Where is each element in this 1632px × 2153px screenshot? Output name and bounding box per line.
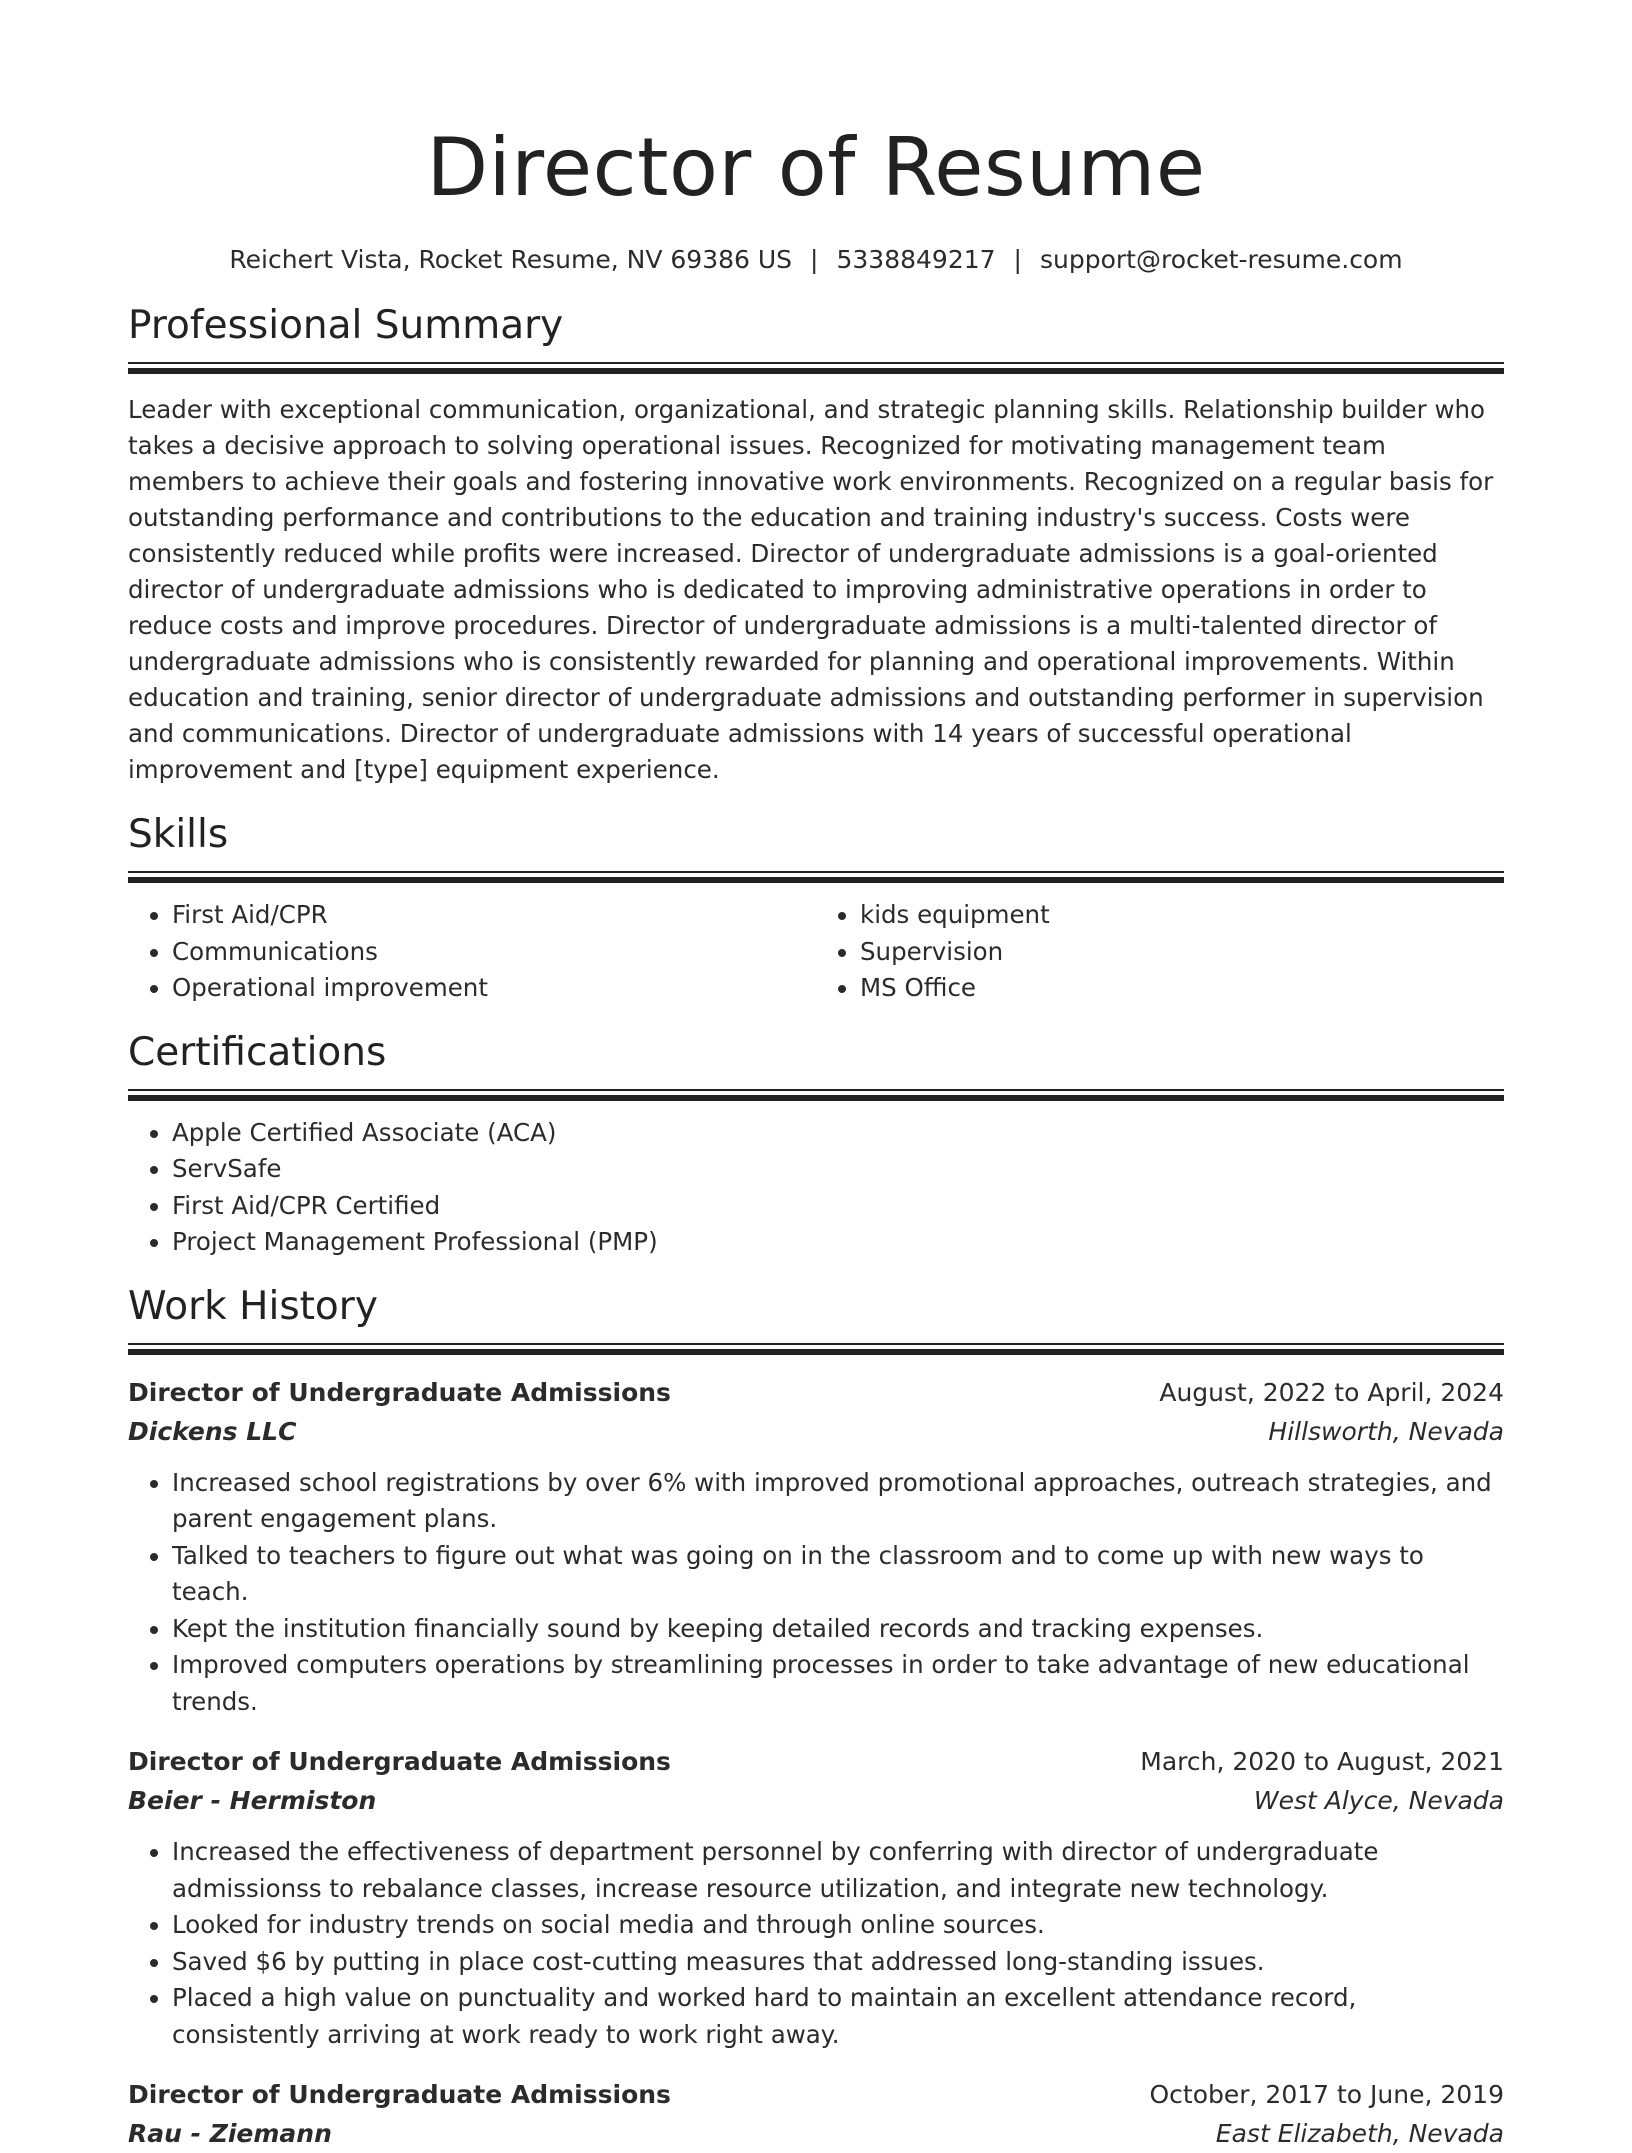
- skill-item: • First Aid/CPR: [172, 897, 816, 934]
- job-header-row: [128, 2075, 1504, 2115]
- job-bullets: [128, 1465, 1504, 1721]
- job-bullet: • Saved $6 by putting in place cost-cutting measures that addressed long-standing issues.: [172, 1944, 1504, 1981]
- summary-section: [128, 302, 1504, 788]
- job-dates: March, 2020 to August, 2021: [1140, 1742, 1504, 1782]
- skill-item: • Supervision: [860, 934, 1504, 971]
- job-company: Dickens LLC: [128, 1413, 296, 1451]
- job-title: Director of Undergraduate Admissions: [128, 2075, 671, 2115]
- job-header-row: [128, 1742, 1504, 1782]
- job-company-row: [128, 1413, 1504, 1451]
- job-bullet: • Talked to teachers to figure out what was going on in the classroom and to come up with new ways to teach.: [172, 1538, 1504, 1611]
- skills-heading: Skills: [128, 811, 1504, 859]
- contact-email: support@rocket-resume.com: [1040, 245, 1403, 274]
- job-bullet: • Increased school registrations by over 6% with improved promotional approaches, outreach strategies, and parent engagement plans.: [172, 1465, 1504, 1538]
- skill-item: • Operational improvement: [172, 970, 816, 1007]
- job-bullet: • Looked for industry trends on social media and through online sources.: [172, 1907, 1504, 1944]
- job-bullet: • Increased the effectiveness of department personnel by conferring with director of undergraduate admissionss to rebalance classes, increase resource utilization, and integrate new technology.: [172, 1834, 1504, 1907]
- skill-item: • Communications: [172, 934, 816, 971]
- job-location: East Elizabeth, Nevada: [1216, 2115, 1504, 2153]
- contact-separator: |: [792, 244, 836, 276]
- job-bullets: [128, 1834, 1504, 2053]
- job-bullet: • Kept the institution financially sound by keeping detailed records and tracking expenses.: [172, 1611, 1504, 1648]
- skills-columns: [128, 897, 1504, 1007]
- contact-separator: |: [996, 244, 1040, 276]
- summary-heading: Professional Summary: [128, 302, 1504, 350]
- section-divider: [128, 1089, 1504, 1101]
- job-bullet: • Placed a high value on punctuality and worked hard to maintain an excellent attendance record, consistently arriving at work ready to work right away.: [172, 1980, 1504, 2053]
- certifications-list: [128, 1115, 1504, 1261]
- contact-phone: 5338849217: [836, 245, 995, 274]
- work-section: [128, 1283, 1504, 2153]
- skills-section: [128, 811, 1504, 1007]
- job-title: Director of Undergraduate Admissions: [128, 1373, 671, 1413]
- job-dates: October, 2017 to June, 2019: [1149, 2075, 1504, 2115]
- section-divider: [128, 362, 1504, 374]
- skills-list-left: [128, 897, 816, 1007]
- job-entry: [128, 1373, 1504, 1721]
- certification-item: • ServSafe: [172, 1151, 1504, 1188]
- job-company-row: [128, 2115, 1504, 2153]
- skill-item: • kids equipment: [860, 897, 1504, 934]
- job-dates: August, 2022 to April, 2024: [1159, 1373, 1504, 1413]
- section-divider: [128, 1343, 1504, 1355]
- job-title: Director of Undergraduate Admissions: [128, 1742, 671, 1782]
- certifications-heading: Certifications: [128, 1029, 1504, 1077]
- summary-text: Leader with exceptional communication, organizational, and strategic planning skills. Relationship builder who takes a decisive approach to solving operational issues. Recognized for motivating management team members to achieve their goals and fostering innovative work environments. Recognized on a regular basis for outstanding performance and contributions to the education and training industry's success. Costs were consistently reduced while profits were increased. Director of undergraduate admissions is a goal-oriented director of undergraduate admissions who is dedicated to improving administrative operations in order to reduce costs and improve procedures. Director of undergraduate admissions is a multi-talented director of undergraduate admissions who is consistently rewarded for planning and operational improvements. Within education and training, senior director of undergraduate admissions and outstanding performer in supervision and communications. Director of undergraduate admissions with 14 years of successful operational improvement and [type] equipment experience.: [128, 392, 1504, 788]
- job-entry: [128, 2075, 1504, 2153]
- job-company-row: [128, 1782, 1504, 1820]
- certification-item: • First Aid/CPR Certified: [172, 1188, 1504, 1225]
- certifications-section: [128, 1029, 1504, 1261]
- resume-name: Director of Resume: [128, 0, 1504, 218]
- job-entry: [128, 1742, 1504, 2053]
- job-header-row: [128, 1373, 1504, 1413]
- skills-list-right: [816, 897, 1504, 1007]
- job-location: West Alyce, Nevada: [1254, 1782, 1504, 1820]
- section-divider: [128, 871, 1504, 883]
- contact-line: [128, 244, 1504, 276]
- job-location: Hillsworth, Nevada: [1268, 1413, 1504, 1451]
- certification-item: • Project Management Professional (PMP): [172, 1224, 1504, 1261]
- job-company: Rau - Ziemann: [128, 2115, 332, 2153]
- job-bullet: • Improved computers operations by streamlining processes in order to take advantage of new educational trends.: [172, 1647, 1504, 1720]
- certification-item: • Apple Certified Associate (ACA): [172, 1115, 1504, 1152]
- job-company: Beier - Hermiston: [128, 1782, 376, 1820]
- contact-address: Reichert Vista, Rocket Resume, NV 69386 US: [229, 245, 792, 274]
- skill-item: • MS Office: [860, 970, 1504, 1007]
- work-heading: Work History: [128, 1283, 1504, 1331]
